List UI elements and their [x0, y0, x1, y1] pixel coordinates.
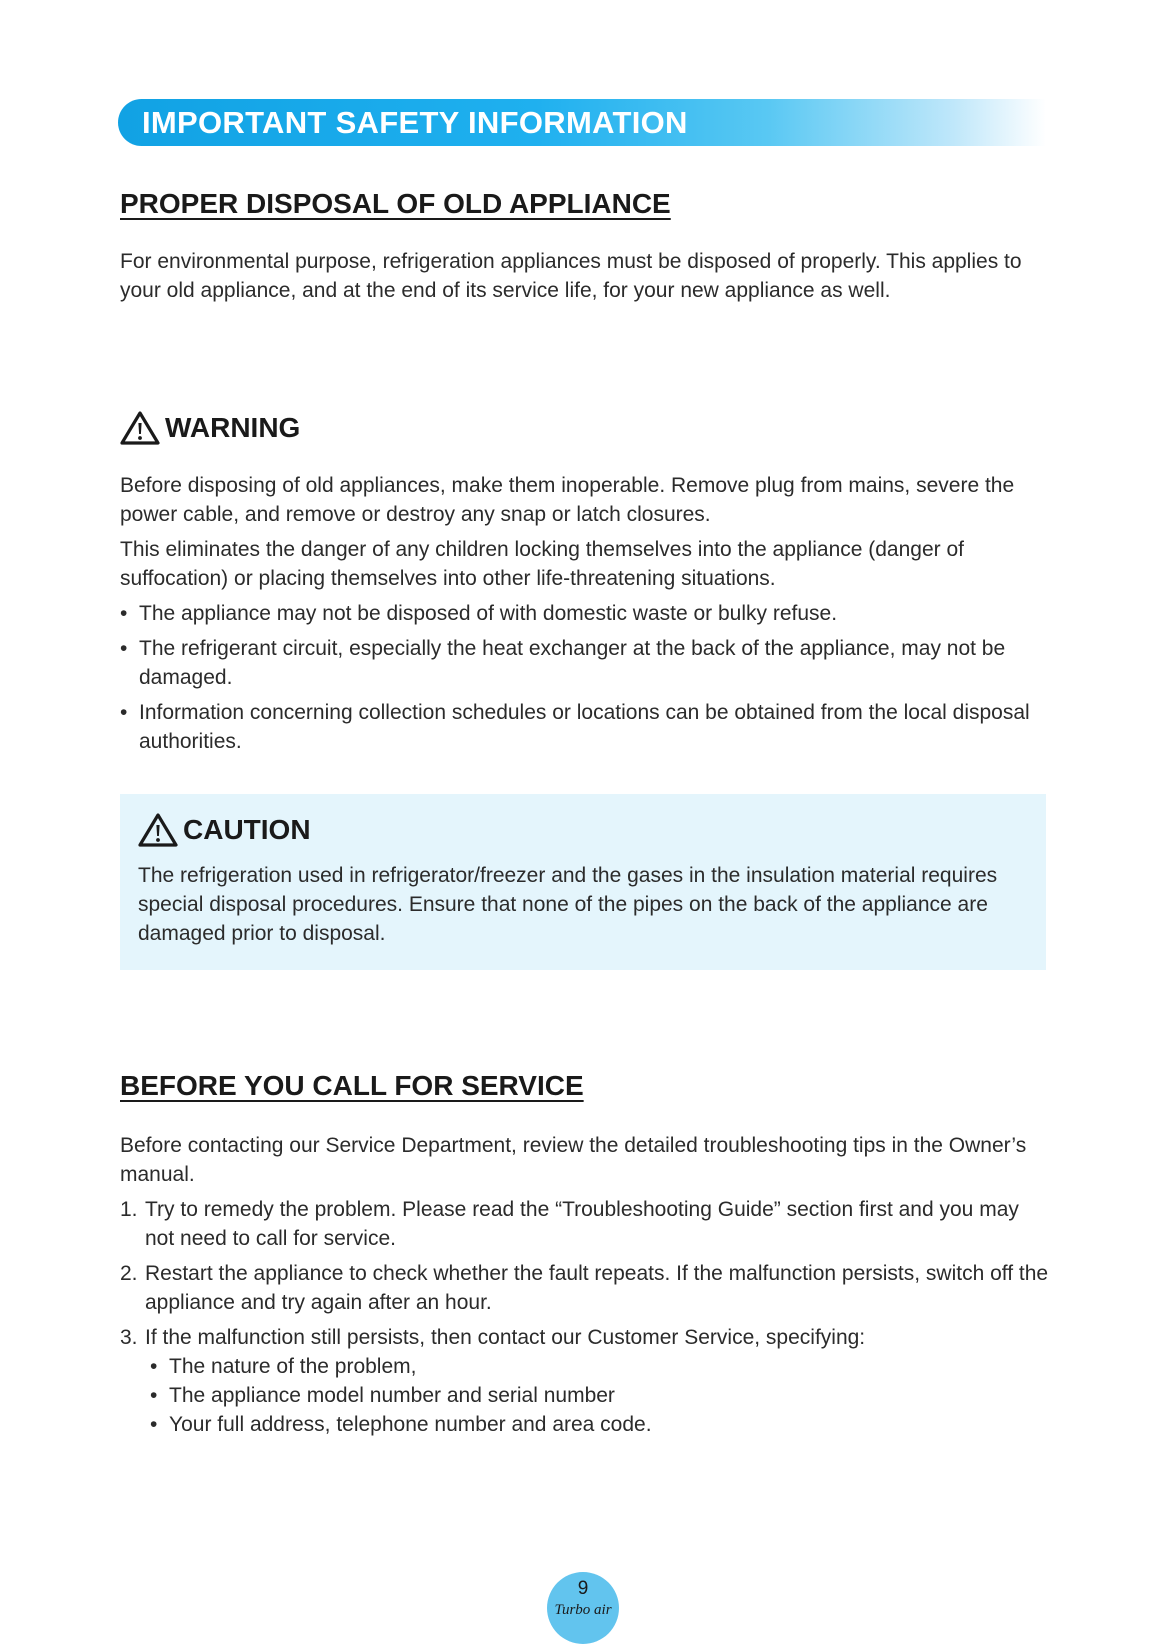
header-title: IMPORTANT SAFETY INFORMATION [142, 105, 688, 140]
caution-title: CAUTION [183, 814, 311, 845]
service-sub-bullet-list [145, 1352, 1050, 1439]
brand-logo: Turbo air [554, 1602, 612, 1618]
disposal-section-title: PROPER DISPOSAL OF OLD APPLIANCE [120, 188, 671, 219]
warning-triangle-icon [137, 812, 179, 848]
list-item [120, 698, 1050, 756]
step-number: 1. [120, 1198, 138, 1221]
list-item [150, 1352, 1050, 1381]
warning-title: WARNING [165, 412, 301, 443]
warning-body [120, 471, 1050, 756]
page-number-badge [547, 1572, 619, 1644]
list-item-text: The appliance model number and serial number [169, 1384, 615, 1407]
list-item-text: The refrigerant circuit, especially the heat exchanger at the back of the appliance, may not be damaged. [139, 637, 1006, 689]
caution-heading [137, 812, 311, 848]
step-text: Try to remedy the problem. Please read the “Troubleshooting Guide” section first and you may not need to call for service. [145, 1198, 1019, 1250]
list-item-text: The nature of the problem, [169, 1355, 417, 1378]
service-steps-list [120, 1195, 1050, 1439]
service-body [120, 1131, 1050, 1439]
list-item [120, 1195, 1050, 1253]
caution-body [138, 861, 1018, 948]
bullet-glyph: • [120, 701, 128, 724]
service-intro: Before contacting our Service Department, review the detailed troubleshooting tips in the Owner’s manual. [120, 1134, 1027, 1186]
bullet-glyph: • [150, 1413, 158, 1436]
warning-heading [119, 410, 300, 446]
list-item-text: The appliance may not be disposed of with domestic waste or bulky refuse. [139, 602, 838, 625]
list-item [120, 599, 1050, 628]
list-item [150, 1410, 1050, 1439]
list-item-text: Your full address, telephone number and area code. [169, 1413, 652, 1436]
list-item [120, 1259, 1050, 1317]
list-item [120, 634, 1050, 692]
step-text: Restart the appliance to check whether the fault repeats. If the malfunction persists, switch off the appliance and try again after an hour. [145, 1262, 1049, 1314]
caution-text: The refrigeration used in refrigerator/freezer and the gases in the insulation material requires special disposal procedures. Ensure that none of the pipes on the back of the appliance are damaged prior to disposal. [138, 864, 998, 945]
service-section-title: BEFORE YOU CALL FOR SERVICE [120, 1070, 584, 1101]
bullet-glyph: • [120, 602, 128, 625]
warning-bullet-list [120, 599, 1050, 756]
step-number: 2. [120, 1262, 138, 1285]
bullet-glyph: • [120, 637, 128, 660]
page-number: 9 [577, 1578, 589, 1599]
header-banner [118, 99, 1046, 146]
list-item [120, 1323, 1050, 1439]
warning-paragraph-2: This eliminates the danger of any children locking themselves into the appliance (danger of suffocation) or placing themselves into other life-threatening situations. [120, 538, 964, 590]
list-item-text: Information concerning collection schedules or locations can be obtained from the local disposal authorities. [139, 701, 1030, 753]
disposal-intro-text: For environmental purpose, refrigeration appliances must be disposed of properly. This applies to your old appliance, and at the end of its service life, for your new appliance as well. [120, 250, 1022, 302]
step-number: 3. [120, 1326, 138, 1349]
bullet-glyph: • [150, 1355, 158, 1378]
step-text: If the malfunction still persists, then contact our Customer Service, specifying: [145, 1326, 866, 1349]
bullet-glyph: • [150, 1384, 158, 1407]
disposal-intro [120, 247, 1050, 305]
warning-triangle-icon [119, 410, 161, 446]
warning-paragraph-1: Before disposing of old appliances, make them inoperable. Remove plug from mains, severe the power cable, and remove or destroy any snap or latch closures. [120, 474, 1015, 526]
list-item [150, 1381, 1050, 1410]
